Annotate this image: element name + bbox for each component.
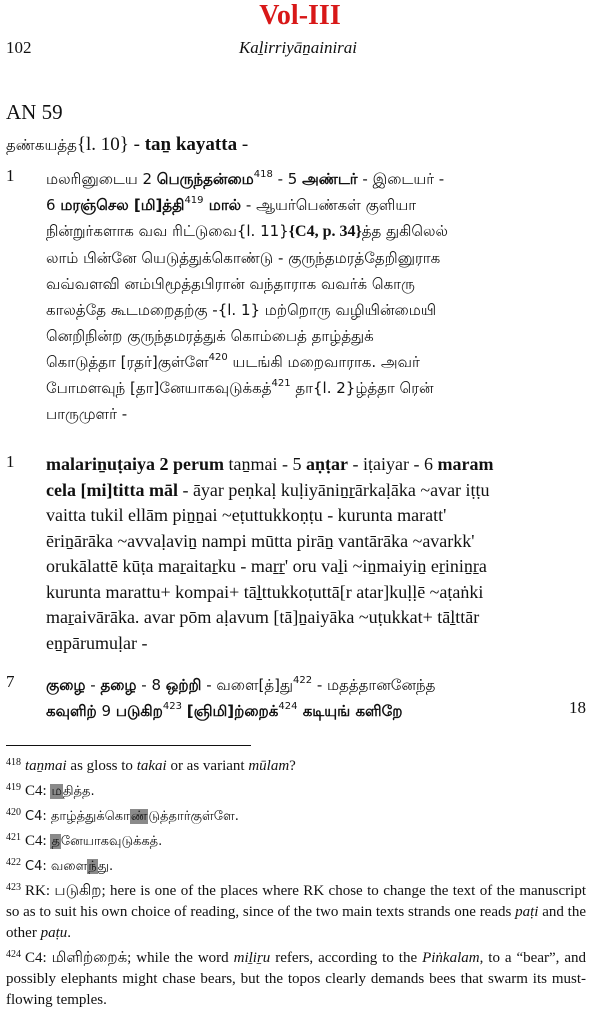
line: eṉpārumuḷar - (46, 632, 148, 653)
footnote-number: 422 (6, 857, 21, 868)
text: னேயாகவுடுக்கத். (60, 834, 163, 849)
text: - 8 (136, 676, 166, 694)
text: கவுளிற் (46, 702, 97, 720)
footnote-number: 423 (6, 882, 21, 893)
footnote-423 (6, 877, 586, 944)
text: தா{l. 2}ழ்த்தா ரென் (290, 379, 434, 397)
text: as gloss to (66, 758, 137, 774)
highlighted-glyph: த (51, 834, 60, 849)
running-header (6, 38, 590, 58)
footnote-number: 424 (6, 949, 21, 960)
text: taṉmai - 5 (224, 454, 306, 474)
text: , to a “bear”, and possibly elephants might chase bears, but the topos clearly demands bees that swarm its must-flowing temples. (6, 950, 586, 1008)
text: maram (437, 454, 494, 474)
entry-translit: taṉ kayatta (144, 134, 238, 155)
entry-dash: - (133, 134, 140, 155)
line (46, 166, 586, 192)
text: த்த துகிலெல் (361, 222, 448, 240)
text: படுகிற (115, 702, 163, 720)
footnote-424 (6, 944, 586, 1011)
text: perum (173, 454, 225, 474)
footnote-ref: 420 (208, 352, 228, 363)
verse-number: 7 (6, 672, 15, 691)
line: orukālattē kūṭa maṟaitaṟku - maṟṟ' oru vaḻi ~iṉmaiyiṉ eṟiniṉṟa (46, 556, 487, 576)
text: டுத்தார்குள்ளே. (148, 809, 239, 824)
footnote-418 (6, 752, 586, 777)
text: {C4, p. 34} (288, 223, 362, 240)
verse-7-tamil (6, 672, 586, 732)
text: - மதத்தானனேந்த (312, 676, 436, 694)
text: refers, according to the (270, 950, 423, 966)
entry-heading (6, 132, 248, 158)
text: - āyar peṇkaḷ kuḷiyāniṉṟārkaḷāka ~avar iṭṭu (177, 479, 490, 500)
line (46, 672, 560, 698)
text: - ஆயர்பெண்கள் குளியா (241, 196, 417, 214)
text: paṭu (40, 925, 68, 941)
footnotes (6, 752, 586, 1011)
highlighted-glyph: ந் (88, 859, 97, 874)
footnote-ref: 418 (253, 169, 273, 180)
entry-tamil: தண்கயத்த (6, 136, 77, 154)
footnote-421 (6, 827, 586, 852)
line: ēriṉārāka ~avvaḷaviṉ nampi mūtta pirāṉ vantārāka ~avarkk' (46, 530, 475, 551)
line (46, 218, 586, 245)
text: and the other (6, 904, 587, 941)
tamil-verse (46, 672, 560, 724)
tamil-commentary (46, 166, 586, 427)
line (46, 478, 586, 504)
text: taṉmai (25, 758, 67, 774)
footnote-ref: 421 (271, 378, 291, 389)
footnote-ref: 419 (184, 195, 204, 206)
line: பாருமுளர் - (46, 405, 128, 423)
text: [ஞிமி]ற்றைக் (186, 702, 279, 720)
highlighted-glyph: ம (51, 784, 62, 799)
line (46, 192, 586, 218)
text: நின்றுர்களாக வவ ரிட்டுவை{l. 11} (46, 222, 289, 240)
text: - இடையர் - (357, 170, 445, 188)
footnote-rule (6, 745, 251, 746)
text: ஒற்றி (165, 676, 202, 694)
footnote-number: 418 (6, 757, 21, 768)
transliteration (46, 452, 586, 656)
text: போமளவுந் [தா]னேயாகவுடுக்கத் (46, 379, 272, 397)
text: - வளை[த்]து (201, 676, 293, 694)
text: malariṉuṭaiya 2 (46, 454, 174, 474)
text: - iṭaiyar - 6 (348, 454, 438, 474)
text: குழை (46, 676, 86, 694)
text: C4: வளை (25, 859, 88, 874)
text: அண்டர் (302, 170, 358, 188)
text: C4: மிளிற்றைக்; while the word (25, 950, 234, 966)
text: cela [mi]titta māl (46, 479, 178, 500)
line (46, 375, 586, 401)
text: takai (136, 758, 167, 774)
footnote-number: 421 (6, 832, 21, 843)
line: maṟaivārāka. avar pōm aḷavum [tā]ṉaiyāka ~uṭukkat+ tāḻttār (46, 607, 480, 627)
line (46, 698, 560, 724)
text: மரஞ்செல [மி]த்தி (60, 196, 185, 214)
line (46, 452, 586, 478)
text: 9 (96, 702, 116, 720)
line (46, 349, 586, 375)
text: கொடுத்தா [ரதர்]குள்ளே (46, 353, 209, 371)
text: mūlam (248, 758, 290, 774)
verse-1-tamil (6, 166, 586, 432)
footnote-ref: 423 (162, 701, 182, 712)
page-number: 102 (6, 38, 32, 57)
text: C4: (25, 783, 51, 799)
line: vaitta tukil ellām piṉṉai ~eṭuttukkoṇṭu - kurunta maratt' (46, 505, 447, 525)
footnote-ref: 422 (293, 675, 313, 686)
line-number: 18 (569, 698, 586, 717)
line: காலத்தே கூடமறைதற்கு -{l. 1} மற்றொரு வழியின்மையி (46, 301, 437, 319)
line: kurunta marattu+ kompai+ tāḻttukkoṭuttā[r atar]kuḷḷē ~aṭaṅki (46, 581, 484, 602)
text: RK: படுகிற; here is one of the places where RK chose to change the text of the manuscript so as to suit his own choice of reading, since of the two main texts strands one reads (6, 883, 586, 920)
volume-banner: Vol-III (259, 0, 341, 31)
text: paṭi (515, 904, 539, 920)
text: தழை (100, 676, 137, 694)
line: வவ்வளவி னம்பிமூத்தபிரான் வந்தாராக வவர்க் கொரு (46, 275, 415, 293)
text: து. (97, 859, 114, 874)
footnote-number: 419 (6, 782, 21, 793)
text: Piṅkalam (422, 950, 480, 966)
verse-1-translit (6, 452, 586, 662)
entry-trail: - (241, 134, 249, 155)
highlighted-glyph: ண் (130, 809, 148, 824)
footnote-number: 420 (6, 807, 21, 818)
text: C4: (25, 833, 51, 849)
line: னெறிநின்ற குருந்தமரத்துக் கொம்பைத் தாழ்த்துக் (46, 327, 374, 345)
text: miḻiṟu (233, 950, 271, 966)
footnote-419 (6, 777, 586, 802)
book-title: Kaḻirriyāṉainirai (238, 38, 358, 57)
text: மலரினுடைய 2 (46, 170, 157, 188)
text: மால் (203, 196, 242, 214)
footnote-422 (6, 852, 586, 877)
line: லாம் பின்னே யெடுத்துக்கொண்டு - குருந்தமரத்தேறினுராக (46, 249, 441, 267)
entry-ref: {l. 10} (76, 134, 129, 155)
text: ? (289, 758, 296, 774)
verse-number: 1 (6, 452, 15, 471)
text: யடங்கி மறைவாராக. அவர் (227, 353, 420, 371)
text: கடியுங் களிறே (297, 702, 403, 720)
text: 6 (46, 196, 61, 214)
text: - (85, 676, 101, 694)
text: பெருந்தன்மை (156, 170, 254, 188)
text: - 5 (272, 170, 303, 188)
text: aṇṭar (306, 454, 348, 474)
text: . (67, 925, 71, 941)
text: or as variant (166, 758, 249, 774)
footnote-ref: 424 (278, 701, 298, 712)
footnote-420 (6, 802, 586, 827)
section-heading: AN 59 (6, 100, 63, 124)
text: தித்த. (62, 784, 95, 799)
verse-number: 1 (6, 166, 15, 185)
text: C4: தாழ்த்துக்கொ (25, 809, 130, 824)
